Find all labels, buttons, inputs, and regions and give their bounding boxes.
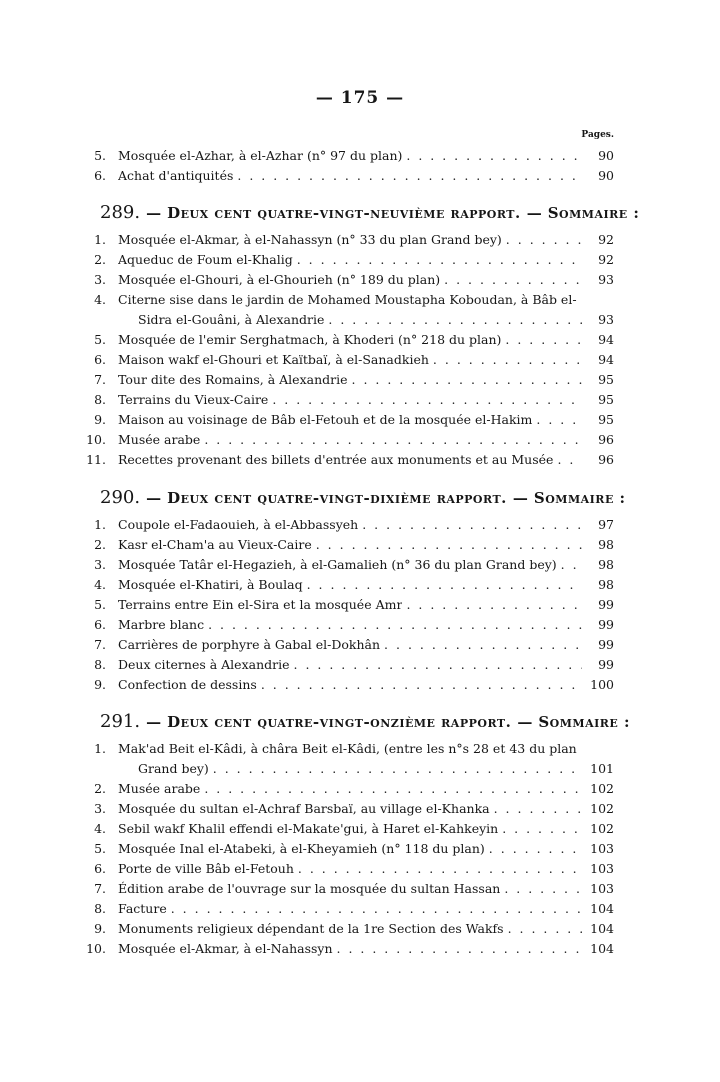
entry-title: Marbre blanc <box>118 617 205 632</box>
entry-page: 103 <box>590 861 614 876</box>
toc-list-289 <box>86 230 614 470</box>
toc-entry <box>86 166 614 186</box>
toc-entry <box>86 350 614 370</box>
entry-page: 90 <box>598 168 614 183</box>
entry-page: 95 <box>598 372 614 387</box>
entry-page: 94 <box>598 352 614 367</box>
entry-page: 99 <box>598 597 614 612</box>
toc-entry <box>86 390 614 410</box>
section-number: 289. <box>100 202 141 223</box>
section-heading-291 <box>86 711 631 732</box>
entry-number: 5. <box>94 597 106 612</box>
entry-page: 103 <box>590 841 614 856</box>
leader-dots <box>213 759 582 779</box>
entry-title: Achat d'antiquités <box>118 168 234 183</box>
entry-number: 7. <box>94 372 106 387</box>
leader-dots <box>272 390 582 410</box>
entry-title: Monuments religieux dépendant de la 1re Section des Wakfs <box>118 921 504 936</box>
leader-dots <box>433 350 582 370</box>
leader-dots <box>204 430 582 450</box>
entry-page: 92 <box>598 232 614 247</box>
entry-title: Citerne sise dans le jardin de Mohamed Moustapha Koboudan, à Bâb el- <box>118 292 577 307</box>
leader-dots <box>536 410 582 430</box>
entry-title: Mosquée el-Ghouri, à el-Ghourieh (n° 189 du plan) <box>118 272 441 287</box>
toc-entry <box>86 555 614 575</box>
entry-page: 98 <box>598 577 614 592</box>
entry-page: 104 <box>590 941 614 956</box>
toc-entry <box>86 635 614 655</box>
entry-title-continued: Grand bey) <box>138 761 209 776</box>
leader-dots <box>444 270 582 290</box>
entry-number: 6. <box>94 861 106 876</box>
toc-entry <box>86 450 614 470</box>
section-heading-289 <box>86 202 640 223</box>
entry-title: Édition arabe de l'ouvrage sur la mosquée du sultan Hassan <box>118 881 501 896</box>
toc-entry <box>86 410 614 430</box>
entry-title: Mosquée du sultan el-Achraf Barsbaï, au village el-Khanka <box>118 801 490 816</box>
entry-page: 95 <box>598 392 614 407</box>
page-number: — 175 — <box>315 88 405 108</box>
leader-dots <box>505 330 582 350</box>
leader-dots <box>297 250 582 270</box>
entry-page: 102 <box>590 781 614 796</box>
toc-entry <box>86 799 614 819</box>
entry-title: Tour dite des Romains, à Alexandrie <box>118 372 348 387</box>
entry-title: Mosquée Tatâr el-Hegazieh, à el-Gamalieh (n° 36 du plan Grand bey) <box>118 557 557 572</box>
entry-title: Terrains entre Ein el-Sira et la mosquée Amr <box>118 597 403 612</box>
section-title: Deux cent quatre-vingt-onzième rapport. <box>167 713 512 731</box>
entry-number: 2. <box>94 537 106 552</box>
entry-page: 90 <box>598 148 614 163</box>
toc-entry <box>86 819 614 839</box>
entry-number: 2. <box>94 252 106 267</box>
entry-number: 4. <box>94 821 106 836</box>
toc-entry <box>86 779 614 799</box>
leader-dots <box>237 166 582 186</box>
entry-title: Mosquée el-Akmar, à el-Nahassyn (n° 33 du plan Grand bey) <box>118 232 502 247</box>
entry-title: Maison wakf el-Ghouri et Kaïtbaï, à el-Sanadkieh <box>118 352 429 367</box>
section-heading-290 <box>86 487 626 508</box>
entry-title: Mak'ad Beit el-Kâdi, à châra Beit el-Kâdi, (entre les n°s 28 et 43 du plan <box>118 741 577 756</box>
entry-number: 9. <box>94 412 106 427</box>
leader-dots <box>307 575 582 595</box>
entry-page: 99 <box>598 617 614 632</box>
entry-page: 96 <box>598 452 614 467</box>
leader-dots <box>208 615 582 635</box>
entry-number: 1. <box>94 517 106 532</box>
sommaire-label: Sommaire : <box>547 204 640 222</box>
pages-column-label: Pages. <box>581 130 614 140</box>
entry-page: 97 <box>598 517 614 532</box>
entry-number: 6. <box>94 168 106 183</box>
toc-entry <box>86 615 614 635</box>
entry-title: Mosquée de l'emir Serghatmach, à Khoderi (n° 218 du plan) <box>118 332 502 347</box>
section-title: Deux cent quatre-vingt-neuvième rapport. <box>167 204 521 222</box>
entry-page: 99 <box>598 657 614 672</box>
toc-entry <box>86 675 614 695</box>
sommaire-label: Sommaire : <box>533 489 626 507</box>
entry-title: Facture <box>118 901 167 916</box>
leader-dots <box>504 879 582 899</box>
toc-entry <box>86 250 614 270</box>
dash: — <box>512 489 528 507</box>
toc-entry <box>86 330 614 350</box>
toc-entry <box>86 146 614 166</box>
entry-number: 8. <box>94 901 106 916</box>
toc-entry <box>86 430 614 450</box>
toc-entry <box>86 879 614 899</box>
leader-dots <box>494 799 582 819</box>
entry-title: Mosquée Inal el-Atabeki, à el-Kheyamieh (n° 118 du plan) <box>118 841 485 856</box>
entry-title: Musée arabe <box>118 781 201 796</box>
entry-number: 3. <box>94 801 106 816</box>
toc-entry <box>86 290 614 330</box>
section-number: 290. <box>100 487 141 508</box>
toc-entry <box>86 839 614 859</box>
entry-page: 103 <box>590 881 614 896</box>
entry-number: 4. <box>94 577 106 592</box>
entry-number: 8. <box>94 657 106 672</box>
sommaire-label: Sommaire : <box>538 713 631 731</box>
entry-number: 9. <box>94 677 106 692</box>
entry-number: 2. <box>94 781 106 796</box>
entry-number: 10. <box>86 941 106 956</box>
toc-entry <box>86 370 614 390</box>
entry-page: 102 <box>590 821 614 836</box>
toc-entry <box>86 535 614 555</box>
toc-entry <box>86 595 614 615</box>
entry-number: 5. <box>94 332 106 347</box>
entry-number: 5. <box>94 148 106 163</box>
entry-number: 9. <box>94 921 106 936</box>
toc-list-290 <box>86 515 614 695</box>
leader-dots <box>298 859 582 879</box>
entry-number: 6. <box>94 617 106 632</box>
leader-dots <box>502 819 582 839</box>
dash: — <box>146 713 162 731</box>
entry-number: 8. <box>94 392 106 407</box>
leader-dots <box>337 939 582 959</box>
leader-dots <box>328 310 582 330</box>
leader-dots <box>204 779 582 799</box>
leader-dots <box>506 230 582 250</box>
dash: — <box>146 204 162 222</box>
entry-page: 92 <box>598 252 614 267</box>
entry-page: 102 <box>590 801 614 816</box>
entry-page: 99 <box>598 637 614 652</box>
entry-title: Maison au voisinage de Bâb el-Fetouh et de la mosquée el-Hakim <box>118 412 533 427</box>
entry-page: 98 <box>598 537 614 552</box>
entry-page: 100 <box>590 677 614 692</box>
toc-list-291 <box>86 739 614 959</box>
entry-title: Terrains du Vieux-Caire <box>118 392 269 407</box>
entry-title: Mosquée el-Azhar, à el-Azhar (n° 97 du plan) <box>118 148 403 163</box>
toc-list-continued <box>86 146 614 186</box>
entry-number: 7. <box>94 637 106 652</box>
entry-number: 3. <box>94 557 106 572</box>
entry-title: Recettes provenant des billets d'entrée aux monuments et au Musée <box>118 452 554 467</box>
leader-dots <box>362 515 582 535</box>
toc-entry <box>86 515 614 535</box>
entry-title: Sebil wakf Khalil effendi el-Makate'gui, à Haret el-Kahkeyin <box>118 821 499 836</box>
toc-entry <box>86 739 614 779</box>
entry-title-continued: Sidra el-Gouâni, à Alexandrie <box>138 312 325 327</box>
entry-title: Mosquée el-Akmar, à el-Nahassyn <box>118 941 333 956</box>
toc-entry <box>86 939 614 959</box>
toc-entry <box>86 575 614 595</box>
entry-title: Porte de ville Bâb el-Fetouh <box>118 861 294 876</box>
entry-title: Aqueduc de Foum el-Khalig <box>118 252 293 267</box>
toc-entry <box>86 919 614 939</box>
entry-number: 1. <box>94 232 106 247</box>
leader-dots <box>384 635 582 655</box>
leader-dots <box>316 535 582 555</box>
leader-dots <box>406 146 582 166</box>
entry-page: 95 <box>598 412 614 427</box>
dash: — <box>526 204 542 222</box>
toc-entry <box>86 899 614 919</box>
entry-number: 5. <box>94 841 106 856</box>
toc-entry <box>86 859 614 879</box>
entry-number: 10. <box>86 432 106 447</box>
toc-entry <box>86 655 614 675</box>
section-number: 291. <box>100 711 141 732</box>
leader-dots <box>261 675 582 695</box>
toc-entry <box>86 270 614 290</box>
entry-page: 96 <box>598 432 614 447</box>
leader-dots <box>557 450 582 470</box>
dash: — <box>517 713 533 731</box>
leader-dots <box>489 839 582 859</box>
entry-page: 94 <box>598 332 614 347</box>
toc-entry <box>86 230 614 250</box>
leader-dots <box>561 555 582 575</box>
entry-number: 3. <box>94 272 106 287</box>
entry-page: 98 <box>598 557 614 572</box>
entry-number: 7. <box>94 881 106 896</box>
entry-title: Kasr el-Cham'a au Vieux-Caire <box>118 537 312 552</box>
leader-dots <box>171 899 582 919</box>
dash: — <box>146 489 162 507</box>
entry-title: Musée arabe <box>118 432 201 447</box>
entry-page: 104 <box>590 901 614 916</box>
entry-number: 6. <box>94 352 106 367</box>
entry-number: 4. <box>94 292 106 307</box>
entry-number: 1. <box>94 741 106 756</box>
entry-title: Mosquée el-Khatiri, à Boulaq <box>118 577 303 592</box>
entry-page: 104 <box>590 921 614 936</box>
entry-title: Carrières de porphyre à Gabal el-Dokhân <box>118 637 381 652</box>
entry-title: Confection de dessins <box>118 677 257 692</box>
entry-page: 93 <box>598 272 614 287</box>
entry-title: Coupole el-Fadaouieh, à el-Abbassyeh <box>118 517 359 532</box>
entry-page: 93 <box>598 312 614 327</box>
section-title: Deux cent quatre-vingt-dixième rapport. <box>167 489 507 507</box>
entry-page: 101 <box>590 761 614 776</box>
entry-title: Deux citernes à Alexandrie <box>118 657 290 672</box>
entry-number: 11. <box>86 452 106 467</box>
leader-dots <box>508 919 582 939</box>
leader-dots <box>406 595 582 615</box>
leader-dots <box>352 370 583 390</box>
leader-dots <box>294 655 583 675</box>
